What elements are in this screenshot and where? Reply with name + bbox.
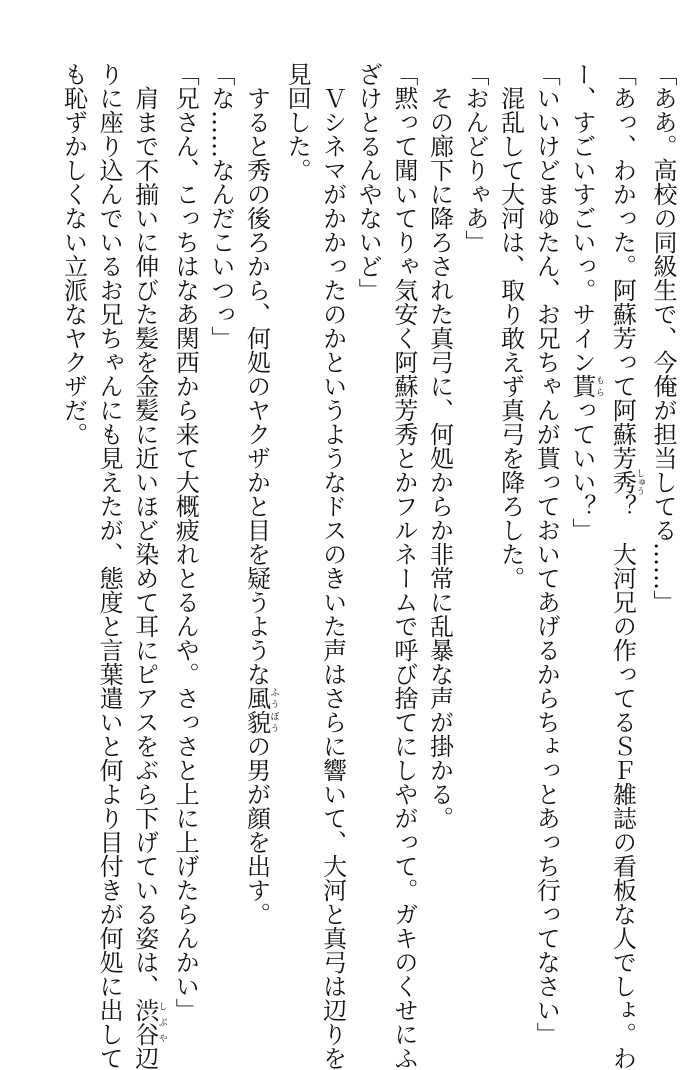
text-line: 「黙って聞いてりゃ気安く阿蘇芳秀とかフルネームで呼び捨てにしやがって。ガキのくせにふ	[389, 62, 418, 1070]
text-line: ざけとるんやないど」	[354, 62, 383, 302]
text-line: 「兄さん、こっちはなあ関西から来て大概疲れとるんや。さっさと上に上げたらんかい」	[171, 62, 200, 1022]
text-line: 「あっ、わかった。阿蘇芳って阿蘇芳秀しゅう？ 大河兄の作ってるＳＦ雑誌の看板な人でしょ。わ	[608, 62, 645, 1070]
ruby-annotation: 貰もら	[567, 374, 604, 398]
text-line: 「な……なんだこいつっ」	[206, 62, 235, 350]
ruby-annotation: 秀しゅう	[608, 468, 645, 496]
text-line: 混乱して大河は、取り敢えず真弓を降ろした。	[496, 62, 525, 590]
text-line: その廊下に降ろされた真弓に、何処からか非常に乱暴な声が掛かる。	[425, 62, 454, 830]
text-line: 見回した。	[283, 62, 312, 182]
text-line: も恥ずかしくない立派なヤクザだ。	[59, 62, 88, 446]
ruby-annotation: 渋谷しぶや	[130, 998, 167, 1046]
text-line: Ｖシネマがかかったのかというようなドスのきいた声はさらに響いて、大河と真弓は辺りを	[318, 62, 347, 1070]
text-line: 「ああ。高校の同級生で、今俺が担当してる……」	[649, 62, 677, 614]
text-line: 肩まで不揃いに伸びた髪を金髪に近いほど染めて耳にピアスをぶら下げている姿は、渋谷しぶや辺	[130, 62, 167, 1070]
text-line: ー、すごいすごいっ。サイン貰もらっていい？」	[567, 62, 604, 542]
text-line: すると秀の後ろから、何処のヤクザかと目を疑うような風貌ふうぼうの男が顔を出す。	[242, 62, 279, 926]
ruby-annotation: 風貌ふうぼう	[242, 686, 279, 734]
text-line: 「いいけどまゆたん、お兄ちゃんが貰っておいてあげるからちょっとあっち行ってなさい」	[532, 62, 561, 1046]
vertical-text-page	[30, 62, 680, 1070]
text-line: 「おんどりゃあ」	[461, 62, 490, 254]
text-line: りに座り込んでいるお兄ちゃんにも見えたが、態度と言葉遣いと何より目付きが何処に出して	[95, 62, 124, 1070]
